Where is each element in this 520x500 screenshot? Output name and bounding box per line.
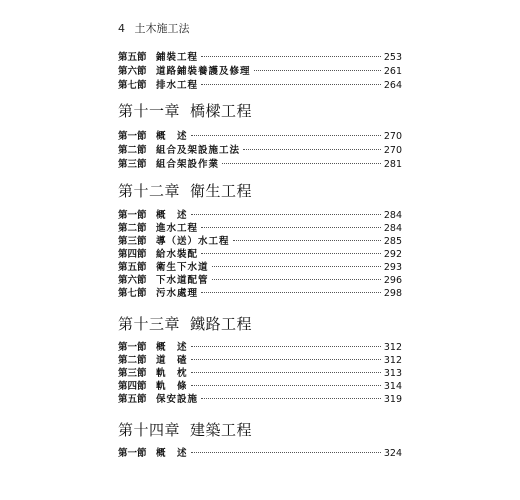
toc-section-title: 鋪裝工程 bbox=[156, 52, 199, 63]
toc-page-number: 284 bbox=[383, 210, 402, 221]
toc-leader-dots bbox=[191, 372, 381, 373]
toc-page-number: 253 bbox=[383, 52, 402, 63]
toc-section-title: 衛生下水道 bbox=[156, 262, 209, 273]
toc-section-title: 軌 條 bbox=[156, 381, 188, 392]
chapter-number: 第十三章 bbox=[118, 315, 181, 333]
toc-page-number: 285 bbox=[383, 236, 402, 247]
toc-section-title: 組合及架設施工法 bbox=[156, 145, 241, 156]
header-page-number: 4 bbox=[118, 22, 125, 35]
toc-leader-dots bbox=[212, 279, 381, 280]
toc-page-number: 298 bbox=[383, 288, 402, 299]
toc-page-number: 312 bbox=[383, 342, 402, 353]
toc-section-number: 第三節 bbox=[118, 236, 147, 247]
toc-section-number: 第二節 bbox=[118, 145, 147, 156]
toc-section-title: 給水裝配 bbox=[156, 249, 199, 260]
chapter-heading bbox=[118, 313, 252, 334]
toc-section-number: 第五節 bbox=[118, 262, 147, 273]
toc-entry bbox=[118, 130, 402, 143]
toc-leader-dots bbox=[212, 266, 381, 267]
toc-section-title: 道路鋪裝養護及修理 bbox=[156, 66, 251, 77]
toc-entry bbox=[118, 274, 402, 287]
toc-section-title: 道 碴 bbox=[156, 355, 188, 366]
toc-section-number: 第二節 bbox=[118, 355, 147, 366]
toc-section-number: 第五節 bbox=[118, 394, 147, 405]
toc-leader-dots bbox=[201, 253, 381, 254]
toc-entry bbox=[118, 209, 402, 222]
toc-entry bbox=[118, 144, 402, 157]
toc-section-title: 保安設施 bbox=[156, 394, 199, 405]
toc-entry bbox=[118, 222, 402, 235]
toc-section-number: 第五節 bbox=[118, 52, 147, 63]
toc-page-number: 270 bbox=[383, 145, 402, 156]
toc-leader-dots bbox=[191, 346, 381, 347]
toc-section-title: 導（送）水工程 bbox=[156, 236, 230, 247]
toc-section-number: 第四節 bbox=[118, 381, 147, 392]
toc-page-number: 284 bbox=[383, 223, 402, 234]
toc-page-number: 324 bbox=[383, 448, 402, 459]
chapter-title: 橋樑工程 bbox=[190, 102, 253, 120]
toc-entry bbox=[118, 79, 402, 92]
toc-entry bbox=[118, 248, 402, 261]
toc-leader-dots bbox=[254, 70, 381, 71]
toc-page-number: 261 bbox=[383, 66, 402, 77]
toc-section-title: 概 述 bbox=[156, 210, 188, 221]
toc-page-number: 264 bbox=[383, 80, 402, 91]
toc-section-number: 第六節 bbox=[118, 66, 147, 77]
toc-leader-dots bbox=[222, 163, 381, 164]
chapter-heading bbox=[118, 180, 252, 201]
chapter-number: 第十四章 bbox=[118, 421, 181, 439]
toc-page-number: 314 bbox=[383, 381, 402, 392]
toc-section-number: 第三節 bbox=[118, 368, 147, 379]
toc-section-title: 概 述 bbox=[156, 131, 188, 142]
chapter-title: 衛生工程 bbox=[190, 182, 253, 200]
toc-section-number: 第一節 bbox=[118, 342, 147, 353]
toc-leader-dots bbox=[191, 385, 381, 386]
toc-section-number: 第二節 bbox=[118, 223, 147, 234]
toc-leader-dots bbox=[191, 452, 381, 453]
page-header bbox=[118, 20, 190, 36]
toc-entry bbox=[118, 65, 402, 78]
toc-page-number: 313 bbox=[383, 368, 402, 379]
toc-leader-dots bbox=[201, 84, 381, 85]
toc-leader-dots bbox=[201, 398, 381, 399]
toc-section-title: 下水道配管 bbox=[156, 275, 209, 286]
toc-page-number: 270 bbox=[383, 131, 402, 142]
toc-page-number: 296 bbox=[383, 275, 402, 286]
toc-leader-dots bbox=[233, 240, 381, 241]
toc-section-number: 第一節 bbox=[118, 448, 147, 459]
toc-section-number: 第七節 bbox=[118, 288, 147, 299]
toc-leader-dots bbox=[191, 214, 381, 215]
toc-leader-dots bbox=[201, 227, 381, 228]
toc-section-number: 第七節 bbox=[118, 80, 147, 91]
toc-section-title: 概 述 bbox=[156, 448, 188, 459]
toc-section-title: 概 述 bbox=[156, 342, 188, 353]
chapter-heading bbox=[118, 419, 252, 440]
toc-leader-dots bbox=[201, 56, 381, 57]
toc-section-number: 第一節 bbox=[118, 131, 147, 142]
toc-leader-dots bbox=[243, 149, 381, 150]
toc-entry bbox=[118, 158, 402, 171]
header-book-title: 土木施工法 bbox=[134, 22, 190, 35]
toc-section-title: 排水工程 bbox=[156, 80, 199, 91]
chapter-heading bbox=[118, 100, 252, 121]
chapter-number: 第十一章 bbox=[118, 102, 181, 120]
toc-entry bbox=[118, 380, 402, 393]
toc-section-number: 第一節 bbox=[118, 210, 147, 221]
toc-entry bbox=[118, 393, 402, 406]
toc-entry bbox=[118, 287, 402, 300]
toc-section-title: 進水工程 bbox=[156, 223, 199, 234]
toc-section-title: 軌 枕 bbox=[156, 368, 188, 379]
chapter-title: 鐵路工程 bbox=[190, 315, 253, 333]
chapter-title: 建築工程 bbox=[190, 421, 253, 439]
toc-section-number: 第四節 bbox=[118, 249, 147, 260]
toc-page-number: 292 bbox=[383, 249, 402, 260]
toc-section-title: 污水處理 bbox=[156, 288, 199, 299]
toc-leader-dots bbox=[191, 359, 381, 360]
toc-page-number: 281 bbox=[383, 159, 402, 170]
toc-leader-dots bbox=[191, 135, 381, 136]
toc-entry bbox=[118, 354, 402, 367]
toc-entry bbox=[118, 367, 402, 380]
toc-entry bbox=[118, 261, 402, 274]
toc-page-number: 293 bbox=[383, 262, 402, 273]
toc-section-title: 組合架設作業 bbox=[156, 159, 220, 170]
toc-entry bbox=[118, 341, 402, 354]
toc-entry bbox=[118, 447, 402, 460]
chapter-number: 第十二章 bbox=[118, 182, 181, 200]
toc-section-number: 第三節 bbox=[118, 159, 147, 170]
toc-entry bbox=[118, 235, 402, 248]
toc-page-number: 319 bbox=[383, 394, 402, 405]
toc-entry bbox=[118, 51, 402, 64]
toc-section-number: 第六節 bbox=[118, 275, 147, 286]
toc-leader-dots bbox=[201, 292, 381, 293]
toc-page-number: 312 bbox=[383, 355, 402, 366]
